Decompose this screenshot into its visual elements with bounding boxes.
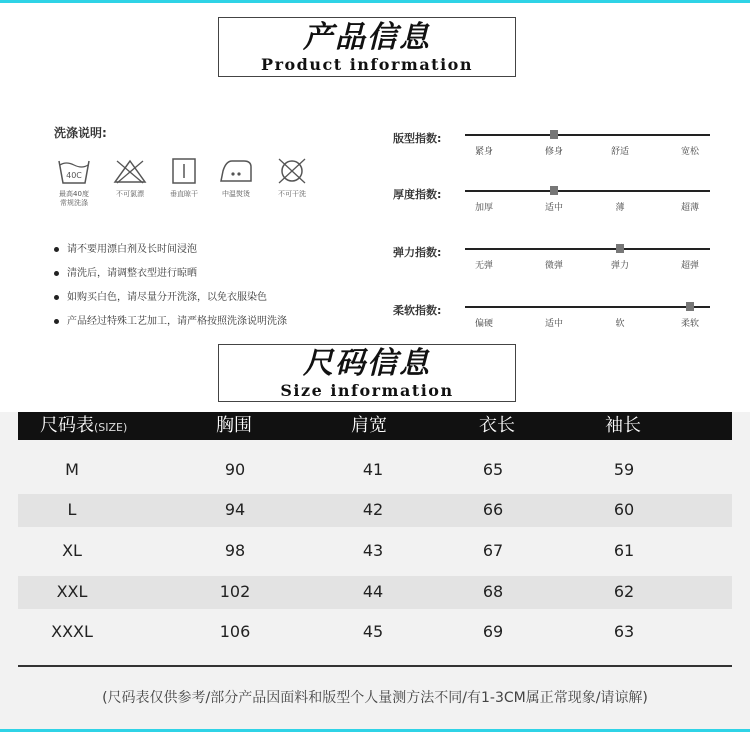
index-option: 柔软 bbox=[680, 319, 700, 329]
size-value-cell: 102 bbox=[219, 582, 251, 601]
size-info-title-zh: 尺码信息 bbox=[303, 346, 431, 381]
header-size-suffix: (SIZE) bbox=[94, 421, 128, 434]
header-chest: 胸围 bbox=[216, 415, 252, 436]
size-value-cell: 65 bbox=[482, 460, 504, 479]
size-value-cell: 63 bbox=[613, 622, 635, 641]
size-value-cell: 41 bbox=[362, 460, 384, 479]
size-value-cell: 59 bbox=[613, 460, 635, 479]
index-option: 舒适 bbox=[610, 147, 630, 157]
no-dry-clean-label: 不可干洗 bbox=[278, 190, 306, 198]
index-option: 偏硬 bbox=[474, 319, 494, 329]
header-shoulder: 肩宽 bbox=[351, 415, 387, 436]
hang-dry-icon bbox=[167, 157, 201, 185]
wash-note-text: 请不要用漂白剂及长时间浸泡 bbox=[67, 244, 197, 255]
size-value-cell: 94 bbox=[224, 500, 246, 519]
size-table-header bbox=[18, 412, 732, 440]
wash-40c bbox=[52, 157, 96, 208]
index-marker bbox=[550, 186, 558, 195]
header-sleeve: 袖长 bbox=[605, 415, 641, 436]
wash-40c-icon bbox=[57, 157, 91, 185]
size-info-title-box bbox=[218, 344, 516, 402]
size-value-cell: 106 bbox=[219, 622, 251, 641]
no-bleach-icon bbox=[113, 157, 147, 185]
wash-note bbox=[54, 264, 197, 279]
no-bleach-label: 不可氯漂 bbox=[116, 190, 144, 198]
index-scale-line bbox=[465, 248, 710, 250]
index-option: 修身 bbox=[544, 147, 564, 157]
index-option: 弹力 bbox=[610, 261, 630, 271]
size-label-cell: M bbox=[65, 460, 79, 479]
index-option: 薄 bbox=[615, 203, 625, 213]
wash-note bbox=[54, 240, 197, 255]
index-name: 柔软指数: bbox=[393, 304, 442, 317]
index-marker bbox=[550, 130, 558, 139]
wash-note-text: 如购买白色，请尽量分开洗涤，以免衣服染色 bbox=[67, 292, 267, 303]
index-marker bbox=[686, 302, 694, 311]
wash-note-text: 清洗后，请调整衣型进行晾晒 bbox=[67, 268, 197, 279]
product-info-title-box bbox=[218, 17, 516, 77]
index-name: 厚度指数: bbox=[393, 188, 442, 201]
header-length: 衣长 bbox=[479, 415, 515, 436]
header-size bbox=[40, 412, 127, 440]
index-option: 适中 bbox=[544, 203, 564, 213]
index-option: 超薄 bbox=[680, 203, 700, 213]
size-label-cell: XXL bbox=[56, 582, 88, 601]
size-value-cell: 60 bbox=[613, 500, 635, 519]
index-name: 版型指数: bbox=[393, 132, 442, 145]
index-marker bbox=[616, 244, 624, 253]
size-value-cell: 66 bbox=[482, 500, 504, 519]
size-value-cell: 69 bbox=[482, 622, 504, 641]
header-size-label: 尺码表 bbox=[40, 415, 94, 436]
size-value-cell: 62 bbox=[613, 582, 635, 601]
no-dry-clean bbox=[270, 157, 314, 199]
size-value-cell: 90 bbox=[224, 460, 246, 479]
size-value-cell: 98 bbox=[224, 541, 246, 560]
size-label-cell: XL bbox=[62, 541, 82, 560]
index-scale-line bbox=[465, 306, 710, 308]
index-option: 无弹 bbox=[474, 261, 494, 271]
wash-40c-label: 最高40度 常规洗涤 bbox=[59, 190, 89, 207]
size-value-cell: 44 bbox=[362, 582, 384, 601]
index-option: 微弹 bbox=[544, 261, 564, 271]
washing-title: 洗涤说明: bbox=[54, 126, 107, 140]
size-label-cell: XXXL bbox=[51, 622, 93, 641]
size-value-cell: 42 bbox=[362, 500, 384, 519]
index-option: 紧身 bbox=[474, 147, 494, 157]
size-label-cell: L bbox=[67, 500, 77, 519]
wash-note bbox=[54, 288, 267, 303]
size-value-cell: 68 bbox=[482, 582, 504, 601]
iron-medium-icon bbox=[218, 157, 254, 185]
no-dry-clean-icon bbox=[275, 157, 309, 185]
index-option: 加厚 bbox=[474, 203, 494, 213]
index-option: 宽松 bbox=[680, 147, 700, 157]
size-value-cell: 61 bbox=[613, 541, 635, 560]
top-accent-line bbox=[0, 0, 750, 3]
index-scale-line bbox=[465, 190, 710, 192]
size-value-cell: 43 bbox=[362, 541, 384, 560]
size-table-bottom-line bbox=[18, 665, 732, 667]
index-name: 弹力指数: bbox=[393, 246, 442, 259]
size-value-cell: 67 bbox=[482, 541, 504, 560]
index-scale-line bbox=[465, 134, 710, 136]
wash-note bbox=[54, 312, 287, 327]
index-option: 适中 bbox=[544, 319, 564, 329]
size-value-cell: 45 bbox=[362, 622, 384, 641]
hang-dry-label: 垂直晾干 bbox=[170, 190, 198, 198]
iron-medium bbox=[214, 157, 258, 199]
index-option: 软 bbox=[615, 319, 625, 329]
product-info-title-zh: 产品信息 bbox=[303, 20, 431, 55]
size-footnote: (尺码表仅供参考/部分产品因面料和版型个人量测方法不同/有1-3CM属正常现象/请谅解) bbox=[102, 690, 648, 706]
no-bleach bbox=[108, 157, 152, 199]
wash-note-text: 产品经过特殊工艺加工，请严格按照洗涤说明洗涤 bbox=[67, 316, 287, 327]
product-info-title-en: Product information bbox=[261, 55, 473, 74]
hang-dry bbox=[162, 157, 206, 199]
size-info-title-en: Size information bbox=[280, 381, 454, 400]
iron-medium-label: 中温熨烫 bbox=[222, 190, 250, 198]
index-option: 超弹 bbox=[680, 261, 700, 271]
svg-text:40C: 40C bbox=[66, 171, 82, 180]
